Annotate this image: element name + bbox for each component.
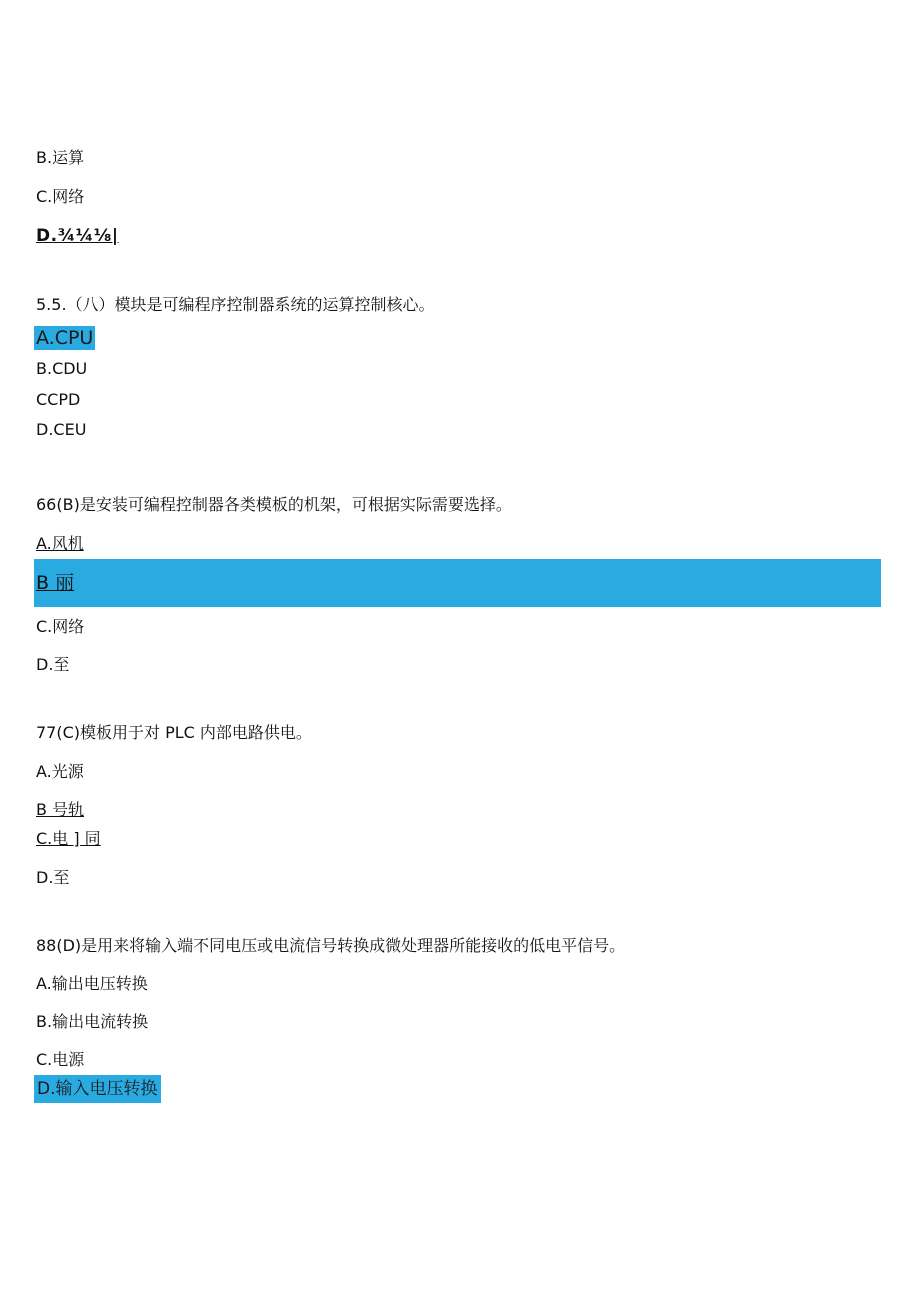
option-a: A.输出电压转换 — [36, 974, 148, 993]
answer-highlight-bar — [34, 559, 881, 607]
option-c: C.电 ] 同 — [36, 829, 101, 848]
option-b: B.CDU — [36, 359, 88, 378]
option-c: C.电源 — [36, 1050, 85, 1069]
option-a-highlighted — [36, 327, 95, 350]
option-c: CCPD — [36, 390, 81, 409]
option-a: A.光源 — [36, 762, 84, 781]
option-d: D.至 — [36, 868, 70, 887]
option-a: A.风机 — [36, 534, 84, 553]
answer-highlight: D.输入电压转换 — [34, 1075, 161, 1103]
option-d: D.CEU — [36, 420, 87, 439]
answer-highlight: A.CPU — [36, 327, 94, 349]
option-d: D.至 — [36, 655, 70, 674]
option-d: D.¾¼⅛| — [36, 226, 119, 246]
option-c: C.网络 — [36, 187, 85, 206]
question-7: 77(C)模板用于对 PLC 内部电路供电。 — [36, 723, 312, 742]
question-5: 5.5.（八）模块是可编程序控制器系统的运算控制核心。 — [36, 295, 435, 314]
option-b: B 号轨 — [36, 800, 85, 819]
option-c: C.网络 — [36, 617, 85, 636]
option-b-highlighted: B 丽 — [36, 572, 75, 594]
option-b: B.运算 — [36, 148, 85, 167]
option-d-highlighted — [36, 1078, 161, 1100]
question-8: 88(D)是用来将输入端不同电压或电流信号转换成微处理器所能接收的低电平信号。 — [36, 936, 626, 955]
option-b: B.输出电流转换 — [36, 1012, 149, 1031]
question-6: 66(B)是安装可编程控制器各类模板的机架，可根据实际需要选择。 — [36, 495, 512, 514]
